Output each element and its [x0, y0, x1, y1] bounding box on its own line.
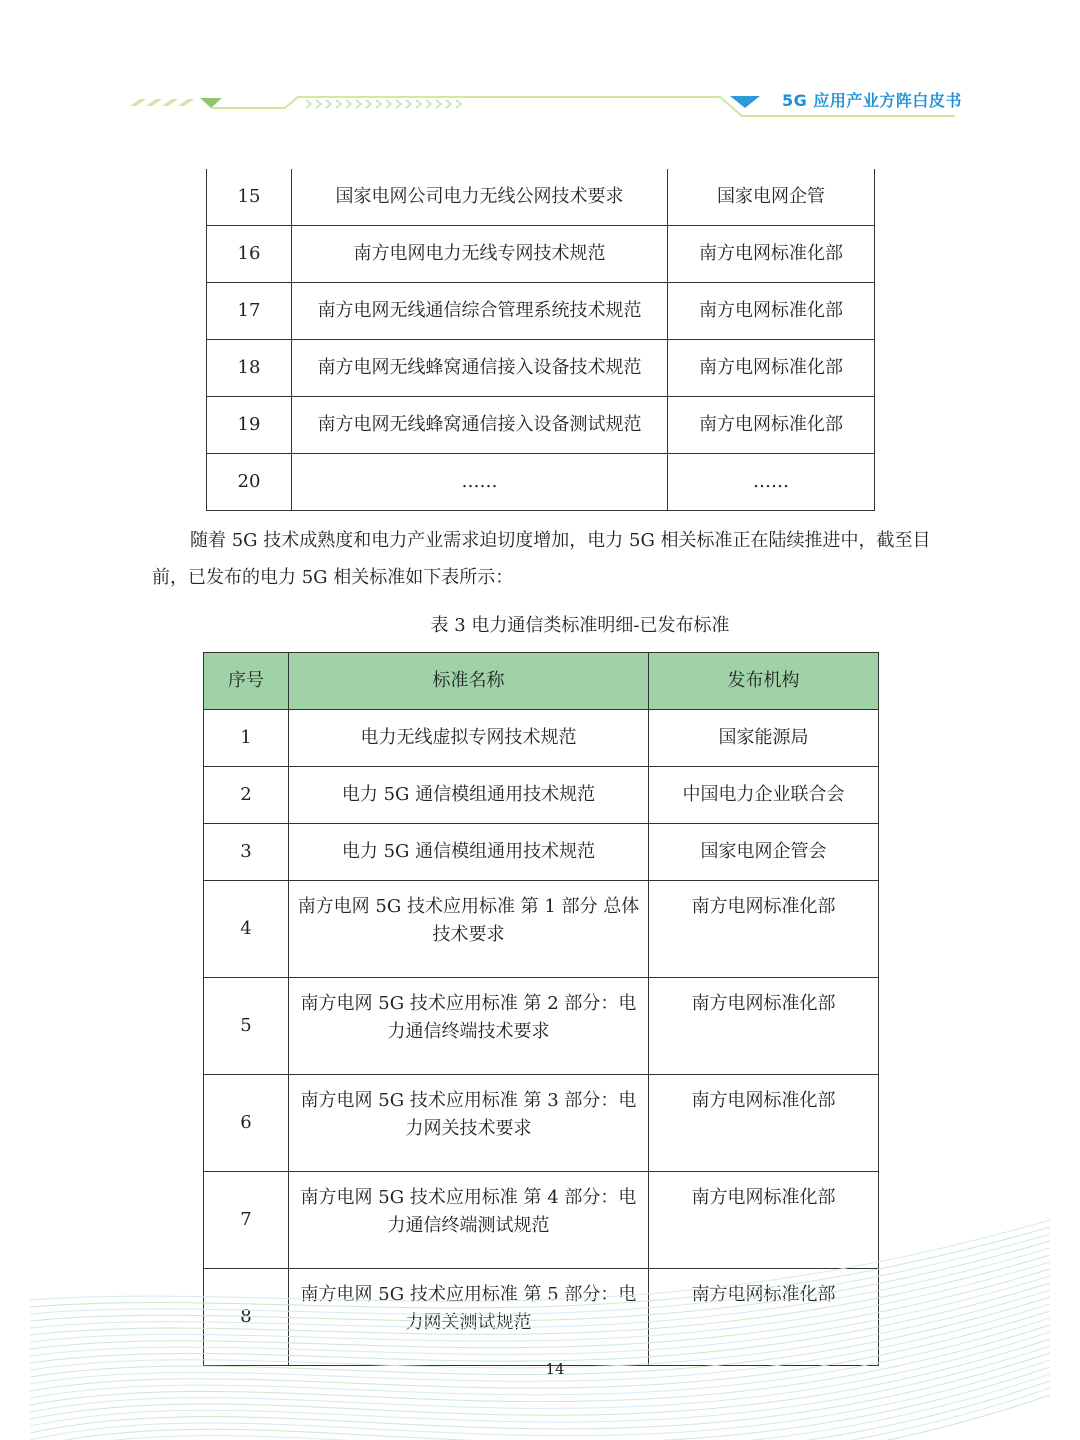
- cell-no: 6: [204, 1075, 289, 1172]
- page-number: 14: [545, 1360, 565, 1378]
- cell-name: 电力无线虚拟专网技术规范: [289, 710, 649, 767]
- cell-no: 16: [207, 226, 292, 283]
- table-row: [207, 340, 875, 397]
- header-no: 序号: [204, 653, 289, 710]
- header-org: 发布机构: [649, 653, 879, 710]
- cell-org: 南方电网标准化部: [668, 226, 875, 283]
- table-row: [204, 710, 879, 767]
- cell-org: 国家电网企管: [668, 169, 875, 226]
- cell-no: 20: [207, 454, 292, 511]
- cell-org: 国家电网企管会: [649, 824, 879, 881]
- cell-org: 南方电网标准化部: [668, 340, 875, 397]
- table-row: [207, 454, 875, 511]
- cell-name: 南方电网电力无线专网技术规范: [292, 226, 668, 283]
- cell-name: ……: [292, 454, 668, 511]
- cell-no: 19: [207, 397, 292, 454]
- cell-name: 南方电网 5G 技术应用标准 第 4 部分：电力通信终端测试规范: [289, 1172, 649, 1269]
- table-row: [204, 824, 879, 881]
- cell-name: 南方电网 5G 技术应用标准 第 2 部分：电力通信终端技术要求: [289, 978, 649, 1075]
- cell-org: 南方电网标准化部: [668, 397, 875, 454]
- cell-org: 南方电网标准化部: [649, 978, 879, 1075]
- cell-org: 中国电力企业联合会: [649, 767, 879, 824]
- table-row: [204, 978, 879, 1075]
- cell-name: 电力 5G 通信模组通用技术规范: [289, 767, 649, 824]
- cell-org: 南方电网标准化部: [649, 881, 879, 978]
- cell-name: 南方电网无线蜂窝通信接入设备技术规范: [292, 340, 668, 397]
- header-title: 5G 应用产业方阵白皮书: [782, 91, 962, 110]
- cell-no: 4: [204, 881, 289, 978]
- body-paragraph: 随着 5G 技术成熟度和电力产业需求迫切度增加，电力 5G 相关标准正在陆续推进中，截至目前，已发布的电力 5G 相关标准如下表所示：: [152, 530, 931, 588]
- cell-name: 南方电网无线蜂窝通信接入设备测试规范: [292, 397, 668, 454]
- cell-name: 电力 5G 通信模组通用技术规范: [289, 824, 649, 881]
- table-header-row: [204, 653, 879, 710]
- cell-name: 南方电网 5G 技术应用标准 第 1 部分 总体技术要求: [289, 881, 649, 978]
- wave-decoration: [0, 1200, 1080, 1440]
- cell-no: 1: [204, 710, 289, 767]
- cell-org: 南方电网标准化部: [649, 1172, 879, 1269]
- table-row: [204, 1075, 879, 1172]
- table-row: [207, 226, 875, 283]
- table-row: [204, 881, 879, 978]
- cell-no: 17: [207, 283, 292, 340]
- cell-name: 南方电网 5G 技术应用标准 第 3 部分：电力网关技术要求: [289, 1075, 649, 1172]
- cell-no: 7: [204, 1172, 289, 1269]
- table-row: [207, 169, 875, 226]
- cell-org: 南方电网标准化部: [668, 283, 875, 340]
- cell-name: 南方电网无线通信综合管理系统技术规范: [292, 283, 668, 340]
- table-caption: 表 3 电力通信类标准明细-已发布标准: [430, 615, 730, 636]
- table-row: [207, 397, 875, 454]
- cell-no: 3: [204, 824, 289, 881]
- header-name: 标准名称: [289, 653, 649, 710]
- previous-standards-table: [206, 169, 875, 511]
- cell-no: 8: [204, 1269, 289, 1366]
- cell-org: 南方电网标准化部: [649, 1269, 879, 1366]
- cell-org: ……: [668, 454, 875, 511]
- cell-no: 18: [207, 340, 292, 397]
- table-row: [207, 283, 875, 340]
- cell-no: 2: [204, 767, 289, 824]
- cell-name: 南方电网 5G 技术应用标准 第 5 部分：电力网关测试规范: [289, 1269, 649, 1366]
- cell-no: 15: [207, 169, 292, 226]
- table-row: [204, 767, 879, 824]
- cell-no: 5: [204, 978, 289, 1075]
- cell-name: 国家电网公司电力无线公网技术要求: [292, 169, 668, 226]
- cell-org: 南方电网标准化部: [649, 1075, 879, 1172]
- cell-org: 国家能源局: [649, 710, 879, 767]
